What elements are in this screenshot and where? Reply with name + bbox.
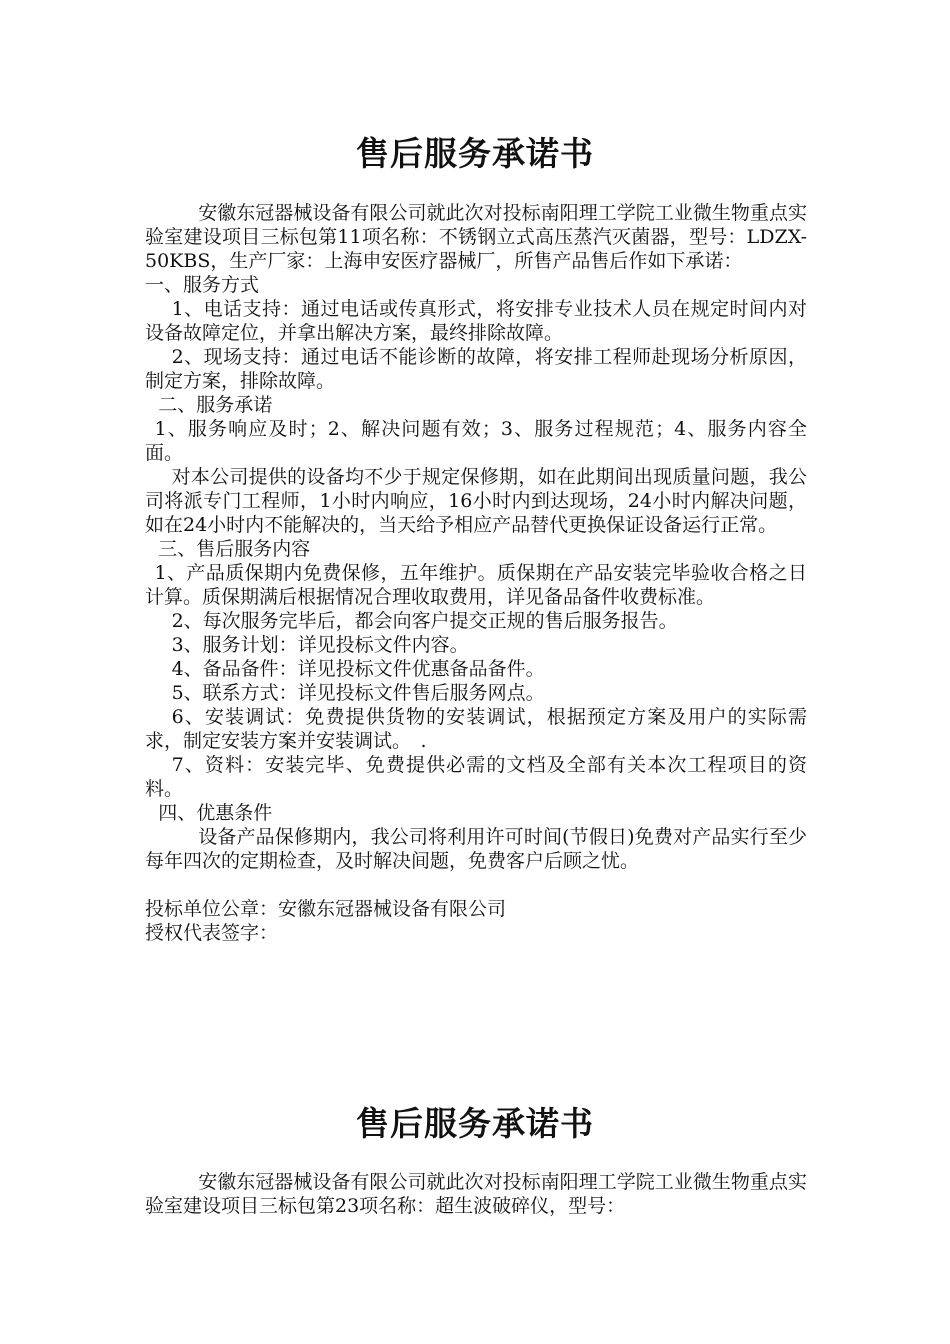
doc2-intro: 安徽东冠器械设备有限公司就此次对投标南阳理工学院工业微生物重点实验室建设项目三标包第23项名称：超生波破碎仪，型号：	[145, 1171, 807, 1217]
doc1-section3-item4: 4、备品备件：详见投标文件优惠备品备件。	[171, 658, 545, 680]
doc1-intro: 安徽东冠器械设备有限公司就此次对投标南阳理工学院工业微生物重点实验室建设项目三标包第11项名称：不锈钢立式高压蒸汽灭菌器，型号：LDZX-50KBS，生产厂家：上海申安医疗器械厂，所售产品售后作如下承诺：	[145, 202, 807, 272]
doc1-section4-paragraph: 设备产品保修期内，我公司将利用许可时间(节假日)免费对产品实行至少每年四次的定期检查，及时解决间题，免费客户后顾之忧。	[145, 826, 807, 872]
doc1-section1-item1: 1、电话支持：通过电话或传真形式，将安排专业技术人员在规定时间内对设备故障定位，并拿出解决方案，最终排除故障。	[145, 298, 807, 344]
doc1-section1-item2: 2、现场支持：通过电话不能诊断的故障，将安排工程师赴现场分析原因，制定方案，排除故障。	[145, 346, 807, 392]
doc1-seal-line: 投标单位公章：安徽东冠器械设备有限公司	[145, 898, 507, 920]
doc1-section2-paragraph: 对本公司提供的设备均不少于规定保修期，如在此期间出现质量问题，我公司将派专门工程师，1小时内响应，16小时内到达现场，24小时内解决问题，如在24小时内不能解决的，当天给予相应产品替代更换保证设备运行正常。	[145, 466, 807, 536]
doc1-section3-item3: 3、服务计划：详见投标文件内容。	[171, 634, 469, 656]
doc1-section3-item5: 5、联系方式：详见投标文件售后服务网点。	[171, 682, 545, 704]
doc1-title: 售后服务承诺书	[356, 134, 594, 173]
doc1-section3-item7: 7、资料：安装完毕、免费提供必需的文档及全部有关本次工程项目的资料。	[145, 754, 807, 800]
doc1-section3-item2: 2、每次服务完毕后，都会向客户提交正规的售后服务报告。	[171, 610, 678, 632]
blank-line	[145, 873, 807, 897]
doc1-section3-item6: 6、安装调试：免费提供货物的安装调试，根据预定方案及用户的实际需求，制定安装方案并安装调试。 .	[145, 706, 807, 752]
doc1-body	[145, 201, 807, 945]
doc1-section3-item1: 1、产品质保期内免费保修，五年维护。质保期在产品安装完毕验收合格之日计算。质保期满后根据情况合理收取费用，详见备品备件收费标准。	[145, 562, 807, 608]
doc1-section4-heading: 四、优惠条件	[158, 802, 273, 824]
doc2-body	[145, 1170, 807, 1218]
doc1-section2-item1: 1、服务响应及时；2、解决问题有效；3、服务过程规范；4、服务内容全面。	[145, 418, 807, 464]
doc1-section1-heading: 一、服务方式	[145, 274, 260, 296]
doc1-signature-line: 授权代表签字：	[145, 922, 279, 944]
doc1-section2-heading: 二、服务承诺	[158, 394, 273, 416]
doc1-section3-heading: 三、售后服务内容	[158, 538, 311, 560]
doc2-title: 售后服务承诺书	[356, 1104, 594, 1143]
